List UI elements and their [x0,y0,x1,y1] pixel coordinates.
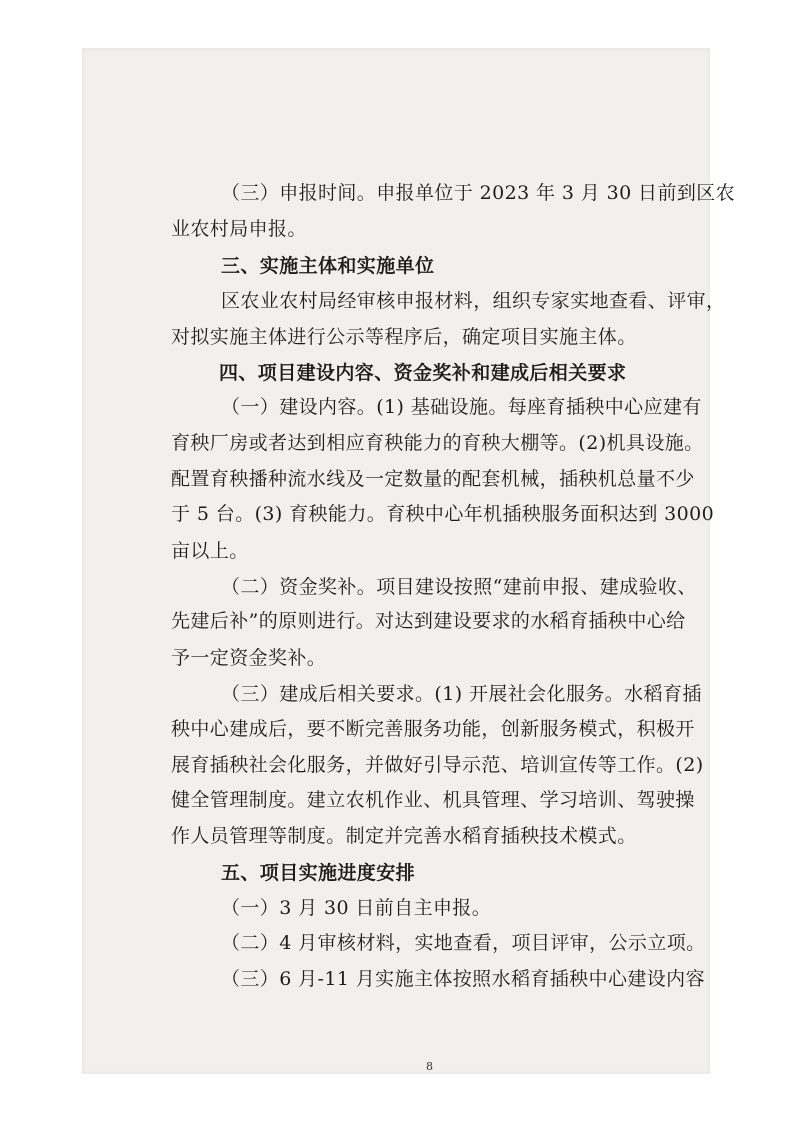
paragraph-line: （三）申报时间。申报单位于 2023 年 3 月 30 日前到区农 [221,182,736,204]
paragraph-line: 健全管理制度。建立农机作业、机具管理、学习培训、驾驶操 [171,789,695,811]
paragraph-line: 先建后补”的原则进行。对达到建设要求的水稻育插秧中心给 [171,610,686,632]
paragraph-line: 秧中心建成后，要不断完善服务功能，创新服务模式，积极开 [171,718,695,740]
paragraph-line: 于 5 台。(3) 育秧能力。育秧中心年机插秧服务面积达到 3000 [171,503,715,525]
section-heading: 三、实施主体和实施单位 [221,255,435,277]
paragraph-line: 展育插秧社会化服务，并做好引导示范、培训宣传等工作。(2) [171,754,704,776]
paragraph-line: 亩以上。 [171,540,249,562]
paragraph-line: （一）建设内容。(1) 基础设施。每座育插秧中心应建有 [221,396,702,418]
paragraph-line: 区农业农村局经审核申报材料，组织专家实地查看、评审， [221,290,726,312]
paragraph-line: 配置育秧播种流水线及一定数量的配套机械，插秧机总量不少 [171,468,695,490]
page-number: 8 [426,1060,433,1073]
paragraph-line: 予一定资金奖补。 [171,647,327,669]
paragraph-line: （二）资金奖补。项目建设按照“建前申报、建成验收、 [221,576,697,598]
paragraph-line: （二）4 月审核材料，实地查看，项目评审，公示立项。 [221,932,706,954]
paragraph-line: 对拟实施主体进行公示等程序后，确定项目实施主体。 [171,326,637,348]
document-page [82,48,736,1074]
section-heading: 四、项目建设内容、资金奖补和建成后相关要求 [219,362,627,384]
paragraph-line: 作人员管理等制度。制定并完善水稻育插秧技术模式。 [171,825,637,847]
paragraph-line: 育秧厂房或者达到相应育秧能力的育秧大棚等。(2)机具设施。 [171,432,704,454]
paragraph-line: （一）3 月 30 日前自主申报。 [221,897,492,919]
paragraph-line: （三）6 月-11 月实施主体按照水稻育插秧中心建设内容 [221,968,705,990]
paragraph-line: 业农村局申报。 [171,218,307,240]
paragraph-line: （三）建成后相关要求。(1) 开展社会化服务。水稻育插 [221,683,702,705]
section-heading: 五、项目实施进度安排 [221,862,416,884]
